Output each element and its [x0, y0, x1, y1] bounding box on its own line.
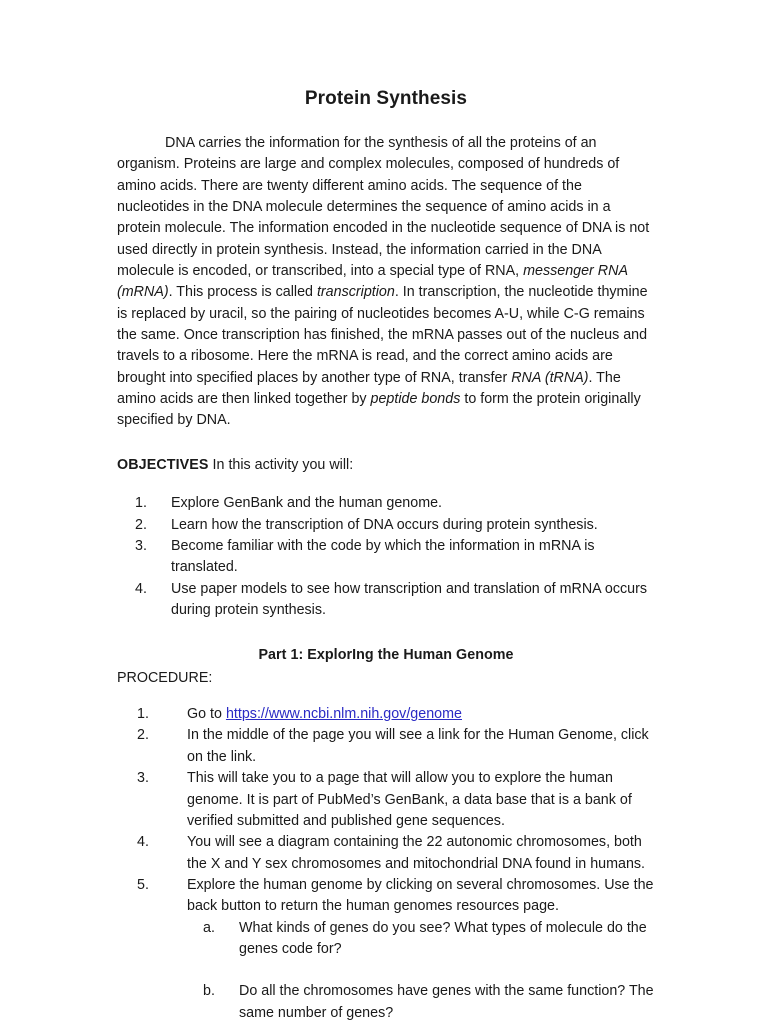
list-item	[203, 918, 655, 961]
list-item-text: Become familiar with the code by which the information in mRNA is translated.	[171, 537, 595, 576]
list-item	[135, 515, 655, 536]
list-item-text: Learn how the transcription of DNA occurs during protein synthesis.	[171, 516, 598, 533]
emphasized-term: RNA (tRNA)	[511, 369, 589, 386]
list-item	[135, 536, 655, 579]
list-item-text: Use paper models to see how transcription and translation of mRNA occurs during protein synthesis.	[171, 580, 647, 618]
list-item-text: This will take you to a page that will allow you to explore the human genome. It is part of PubMed’s GenBank, a data base that is a bank of verified submitted and published gene sequences.	[187, 770, 632, 829]
emphasized-term: transcription	[316, 284, 395, 301]
list-item-text: Explore GenBank and the human genome.	[171, 495, 443, 512]
list-item	[137, 875, 655, 1024]
list-marker: 1.	[137, 706, 149, 723]
list-item-text: What kinds of genes do you see? What types of molecule do the genes code for?	[239, 919, 647, 958]
step-prefix: Go to	[187, 706, 226, 723]
emphasized-term: messenger RNA (mRNA)	[117, 262, 628, 301]
objectives-list	[117, 493, 655, 621]
list-item-text: You will see a diagram containing the 22 autonomic chromosomes, both the X and Y sex chromosomes and mitochondrial DNA found in humans.	[187, 834, 646, 872]
list-item-text	[187, 706, 462, 722]
page-title: Protein Synthesis	[304, 88, 468, 109]
part1-heading: Part 1: ExplorIng the Human Genome	[258, 647, 514, 664]
procedure-label: PROCEDURE:	[117, 669, 213, 686]
list-marker: b.	[203, 983, 215, 1000]
list-item	[137, 832, 655, 875]
list-item	[137, 725, 655, 768]
list-item	[137, 704, 655, 725]
list-marker: 4.	[135, 580, 147, 597]
objectives-lead-in: In this activity you will:	[208, 456, 354, 473]
list-item	[135, 579, 655, 622]
emphasized-term: peptide bonds	[370, 391, 461, 408]
list-item-text: Do all the chromosomes have genes with the same function? The same number of genes?	[239, 983, 654, 1021]
list-marker: 3.	[137, 770, 149, 787]
objectives-label: OBJECTIVES	[117, 456, 209, 473]
list-marker: 1.	[135, 495, 147, 512]
procedure-list	[117, 704, 655, 1024]
list-marker: 3.	[135, 537, 147, 554]
list-item-text: In the middle of the page you will see a link for the Human Genome, click on the link.	[187, 727, 649, 765]
list-item	[137, 768, 655, 832]
intro-paragraph: DNA carries the information for the synthesis of all the proteins of an organism. Proteins are large and complex molecules, composed of hundreds of amino acids. There are twenty different amino acids. The sequence of the nucleotides in the DNA molecule determines the sequence of amino acids in a protein molecule. The information encoded in the nucleotide sequence of DNA is not used directly in protein synthesis. Instead, the information carried in the DNA molecule is encoded, or transcribed, into a special type of RNA, messenger RNA (mRNA). This process is called transcription. In transcription, the nucleotide thymine is replaced by uracil, so the pairing of nucleotides becomes A-U, while C-G remains the same. Once transcription has finished, the mRNA passes out of the nucleus and travels to a ribosome. Here the mRNA is read, and the correct amino acids are brought into specified places by another type of RNA, transfer RNA (tRNA). The amino acids are then linked together by peptide bonds to form the protein originally specified by DNA.	[117, 134, 650, 429]
procedure-sublist	[187, 918, 655, 1024]
list-marker: a.	[203, 919, 215, 936]
list-marker: 2.	[137, 727, 149, 744]
objectives-heading-line	[117, 455, 655, 476]
list-item	[135, 493, 655, 514]
list-item	[203, 981, 655, 1024]
list-item-text: Explore the human genome by clicking on several chromosomes. Use the back button to return the human genomes resources page.	[187, 876, 654, 915]
ncbi-genome-link[interactable]: https://www.ncbi.nlm.nih.gov/genome	[225, 706, 462, 723]
list-marker: 4.	[137, 834, 149, 851]
list-marker: 5.	[137, 876, 149, 893]
list-marker: 2.	[135, 516, 147, 533]
